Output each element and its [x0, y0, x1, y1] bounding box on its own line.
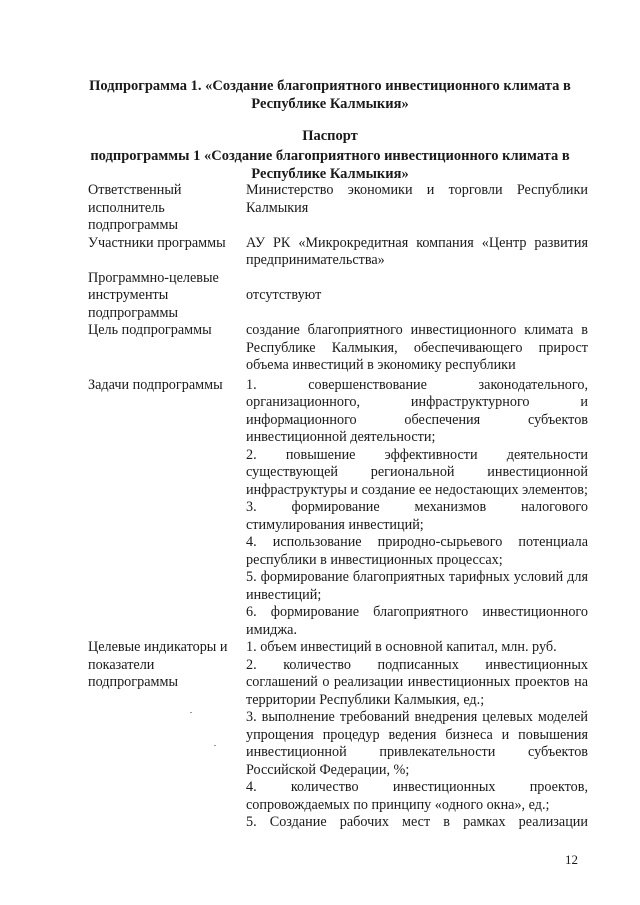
indicator-item: 2. количество подписанных инвестиционных соглашений о реализации инвестиционных проектов на территории Республики Калмыкия, ед.;: [246, 656, 588, 708]
task-item: 5. формирование благоприятных тарифных условий для инвестиций;: [246, 569, 588, 603]
page-number: 12: [565, 852, 578, 867]
row-label-line: показатели: [88, 656, 155, 673]
table-row-responsible: [88, 182, 588, 235]
row-label-line: Программно-целевые: [88, 269, 219, 286]
indicator-item: 3. выполнение требований внедрения целевых моделей упрощения процедур ведения бизнеса и повышения инвестиционной привлекательности субъектов Российской Федерации, %;: [246, 709, 588, 778]
row-label-line: подпрограммы: [88, 304, 178, 321]
row-label: [88, 377, 241, 640]
indicator-item: 5. Создание рабочих мест в рамках реализации: [246, 814, 588, 830]
row-value: [241, 377, 588, 640]
row-label: [88, 235, 241, 270]
subprogram-title: [60, 77, 600, 113]
subprogram-title-line-2: Республике Калмыкия»: [251, 96, 409, 112]
passport-subtitle: [60, 147, 600, 183]
row-label-line: Ответственный: [88, 182, 182, 198]
row-value: [241, 639, 588, 832]
row-label: [88, 270, 241, 323]
task-item: 4. использование природно-сырьевого потенциала республики в инвестиционных процессах;: [246, 534, 588, 568]
row-label-line: подпрограммы: [88, 217, 178, 233]
table-row-tasks: [88, 377, 588, 640]
passport-subtitle-line-1: подпрограммы 1 «Создание благоприятного инвестиционного климата в: [90, 148, 570, 164]
table-row-instruments: [88, 270, 588, 323]
table-row-indicators: [88, 639, 588, 832]
indicator-item: 4. количество инвестиционных проектов, сопровождаемых по принципу «одного окна», ед.;: [246, 779, 588, 813]
task-item: 3. формирование механизмов налогового стимулирования инвестиций;: [246, 499, 588, 533]
row-label-line: Цель подпрограммы: [88, 322, 212, 338]
indicator-item: 1. объем инвестиций в основной капитал, млн. руб.: [246, 639, 557, 655]
row-label: [88, 322, 241, 375]
passport-title: Паспорт: [302, 128, 358, 144]
task-item: 1. совершенствование законодательного, организационного, инфраструктурного и информационного обеспечения субъектов инвестиционной деятельности;: [246, 376, 588, 445]
task-item: 2. повышение эффективности деятельности существующей региональной инвестиционной инфраструктуры и создание ее недостающих элементов;: [246, 446, 588, 498]
scan-speck: [214, 745, 216, 746]
row-label: [88, 182, 241, 235]
row-label-line: исполнитель: [88, 199, 165, 216]
row-value: отсутствуют: [246, 287, 322, 303]
row-label-line: Участники программы: [88, 234, 226, 251]
row-label-line: инструменты: [88, 287, 169, 303]
table-row-participants: [88, 235, 588, 270]
table-row-goal: [88, 322, 588, 375]
row-label-line: подпрограммы: [88, 674, 178, 690]
task-item: 6. формирование благоприятного инвестиционного имиджа.: [246, 604, 588, 638]
row-label: [88, 639, 241, 832]
scan-speck: [190, 712, 192, 713]
row-value: Министерство экономики и торговли Республики Калмыкия: [246, 182, 588, 216]
row-value: создание благоприятного инвестиционного климата в Республике Калмыкия, обеспечивающего прирост объема инвестиций в экономику республики: [246, 322, 588, 373]
row-label-line: Целевые индикаторы и: [88, 639, 228, 655]
row-value: АУ РК «Микрокредитная компания «Центр развития предпринимательства»: [246, 234, 588, 268]
subprogram-title-line-1: Подпрограмма 1. «Создание благоприятного инвестиционного климата в: [89, 78, 571, 94]
passport-subtitle-line-2: Республике Калмыкия»: [251, 166, 409, 182]
row-label-line: Задачи подпрограммы: [88, 376, 223, 393]
passport-table: [88, 182, 588, 832]
